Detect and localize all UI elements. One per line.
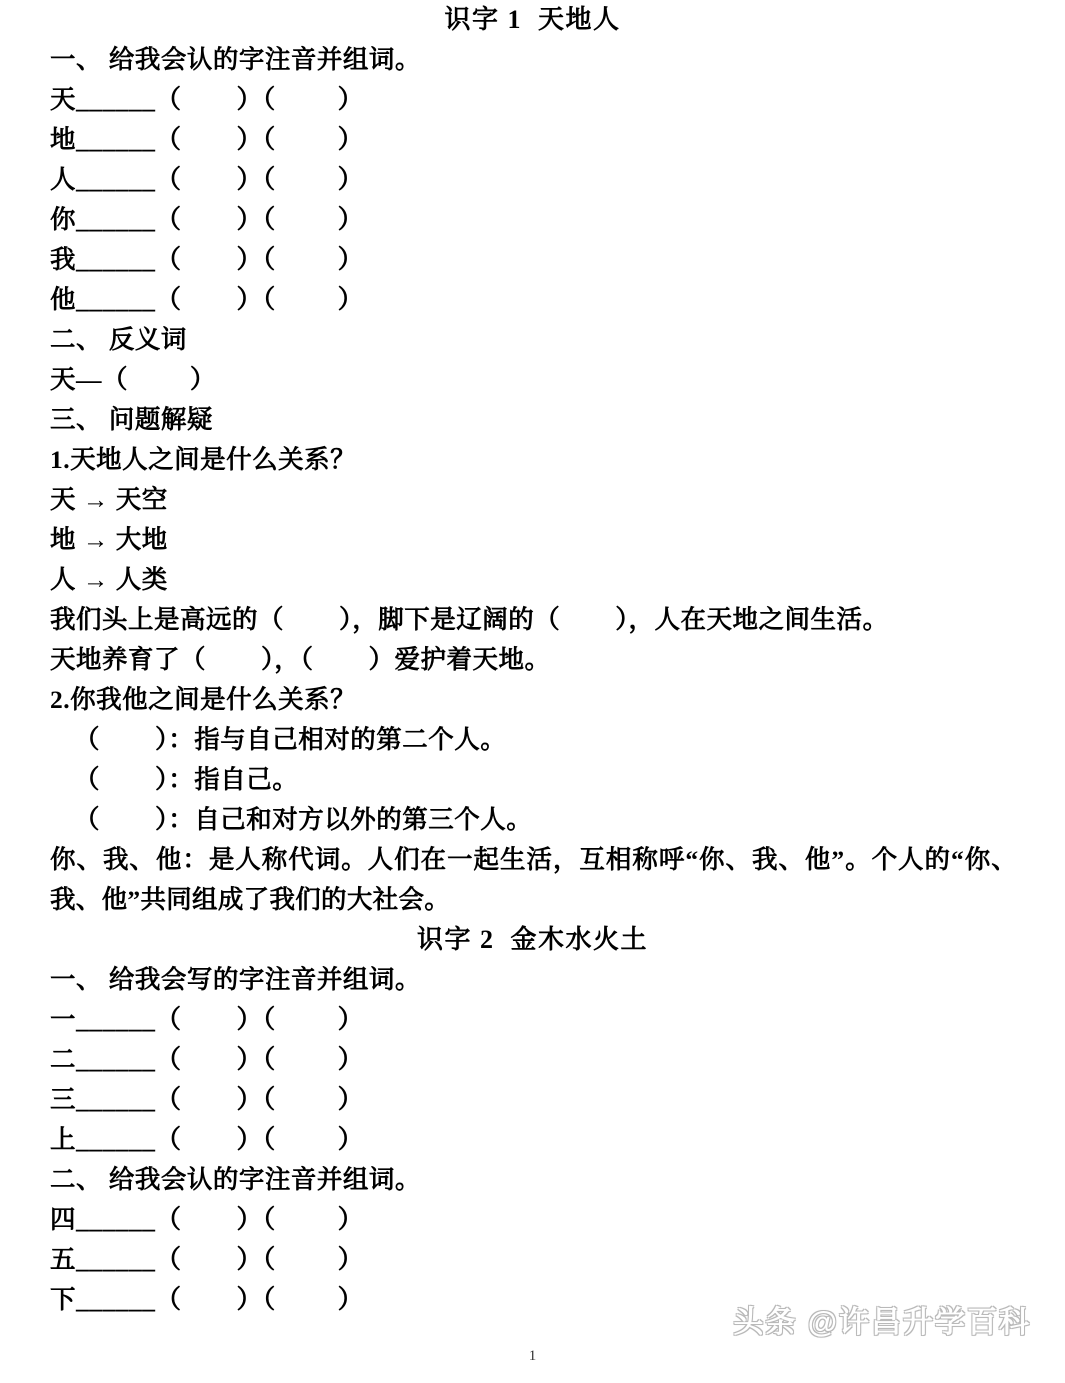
lesson2-section2-item-0: 四______（ ）（ ） (50, 1205, 364, 1234)
lesson2-section2-item-2: 下______（ ）（ ） (50, 1285, 364, 1314)
lesson1-section1-item-1: 地______（ ）（ ） (50, 125, 364, 154)
lesson1-question-1: 1.天地人之间是什么关系？ (50, 445, 357, 474)
lesson2-section1-item-3: 上______（ ）（ ） (50, 1125, 364, 1154)
lesson1-section1-heading: 一、 给我会认的字注音并组词。 (50, 45, 421, 74)
lesson2-section1-heading: 一、 给我会写的字注音并组词。 (50, 965, 421, 994)
lesson1-title: 识字 1 天地人 (444, 5, 621, 34)
lesson2-section2-item-1: 五______（ ）（ ） (50, 1245, 364, 1274)
lesson2-section2-heading: 二、 给我会认的字注音并组词。 (50, 1165, 421, 1194)
lesson1-section2-heading: 二、 反义词 (50, 325, 187, 354)
lesson1-mapping-1: 地 → 大地 (50, 525, 168, 554)
lesson1-question-2: 2.你我他之间是什么关系？ (50, 685, 357, 714)
lesson1-section2-item-0: 天—（ ） (50, 365, 216, 394)
lesson1-section1-item-4: 我______（ ）（ ） (50, 245, 364, 274)
lesson1-section1-item-5: 他______（ ）（ ） (50, 285, 364, 314)
lesson1-mapping-2: 人 → 人类 (50, 565, 168, 594)
lesson1-section3-heading: 三、 问题解疑 (50, 405, 213, 434)
lesson1-explanation: 你、我、他：是人称代词。人们在一起生活，互相称呼“你、我、他”。个人的“你、我、他”共同组成了我们的大社会。 (50, 845, 1017, 914)
lesson1-section1-item-2: 人______（ ）（ ） (50, 165, 364, 194)
lesson1-definition-0: （ ）：指与自己相对的第二个人。 (74, 725, 507, 754)
site-watermark: 头条 @许昌升学百科 (733, 1306, 1031, 1339)
lesson1-fill-sentence-2: 天地养育了（ ），（ ）爱护着天地。 (50, 645, 551, 674)
lesson2-title: 识字 2 金木水火土 (416, 925, 648, 954)
lesson1-definition-2: （ ）：自己和对方以外的第三个人。 (74, 805, 533, 834)
lesson1-definition-1: （ ）：指自己。 (74, 765, 299, 794)
lesson1-section1-item-0: 天______（ ）（ ） (50, 85, 364, 114)
page-number: 1 (528, 1348, 537, 1364)
lesson1-section1-item-3: 你______（ ）（ ） (50, 205, 364, 234)
lesson2-section1-item-1: 二______（ ）（ ） (50, 1045, 364, 1074)
lesson1-fill-sentence-1: 我们头上是高远的（ ），脚下是辽阔的（ ），人在天地之间生活。 (50, 605, 889, 634)
lesson1-mapping-0: 天 → 天空 (50, 485, 168, 514)
lesson2-section1-item-2: 三______（ ）（ ） (50, 1085, 364, 1114)
lesson2-section1-item-0: 一______（ ）（ ） (50, 1005, 364, 1034)
